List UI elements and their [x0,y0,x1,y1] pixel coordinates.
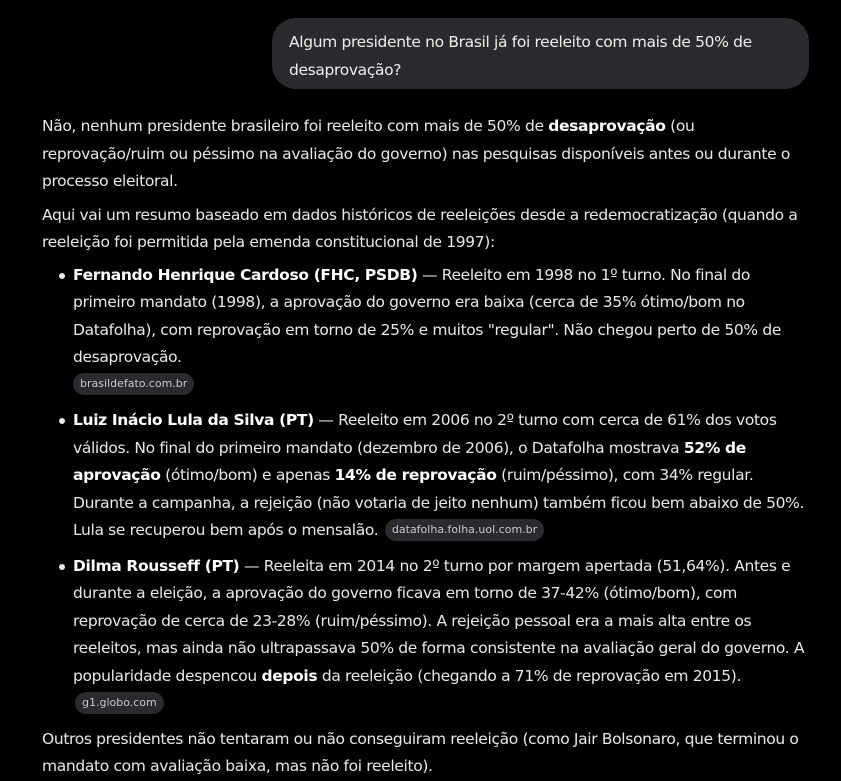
list-item-fhc [42,262,812,400]
answer-summary: Aqui vai um resumo baseado em dados históricos de reeleições desde a redemocratização (quando a reeleição foi permitida pela emenda constitucional de 1997): [42,205,798,251]
user-message-bubble [272,18,809,89]
item-name: Fernando Henrique Cardoso (FHC, PSDB) [73,265,418,284]
item-text: (ruim/péssimo), com 34% regular. Durante a campanha, a rejeição (não votaria de jeito nenhum) também ficou bem abaixo de 50%. Lula se recuperou bem após o mensalão. [73,466,805,539]
item-text: da reeleição (chegando a 71% de reprovação em 2015). [317,666,742,685]
assistant-answer [42,113,812,781]
item-bold: 14% de reprovação [334,466,497,484]
item-bold: depois [261,666,318,685]
item-text: (ótimo/bom) e apenas [160,466,335,484]
item-name: Dilma Rousseff (PT) [73,556,240,575]
item-text: — Reeleita em 2014 no 2º turno por margem apertada (51,64%). Antes e durante a eleição, a aprovação do governo ficava em torno de 37-42% (ótimo/bom), com reprovação de cerca de 23-28% (ruim/péssimo). A rejeição pessoal era a mais alta entre os reeleitos, mas ainda não ultrapassava 50% de forma consistente na avaliação geral do governo. A popularidade despencou [73,556,805,685]
intro-text-end: (ou reprovação/ruim ou péssimo na avaliação do governo) nas pesquisas disponíveis antes ou durante o processo eleitoral. [42,117,791,190]
source-chip[interactable]: brasildefato.com.br [73,373,194,395]
list-item-dilma [42,553,812,718]
user-message-text: Algum presidente no Brasil já foi reeleito com mais de 50% de desaprovação? [289,33,752,79]
item-text: — Reeleito em 2006 no 2º turno com cerca de 61% dos votos válidos. No final do primeiro mandato (dezembro de 2006), o Datafolha mostrava [73,411,777,457]
item-name: Luiz Inácio Lula da Silva (PT) [73,411,314,429]
answer-footer: Outros presidentes não tentaram ou não conseguiram reeleição (como Jair Bolsonaro, que terminou o mandato com avaliação baixa, mas não foi reeleito). [42,729,799,775]
source-chip[interactable]: datafolha.folha.uol.com.br [385,519,544,541]
source-chip[interactable]: g1.globo.com [75,692,164,714]
item-bold: 52% de aprovação [73,438,746,484]
president-list [42,262,812,718]
item-text: — Reeleito em 1998 no 1º turno. No final do primeiro mandato (1998), a aprovação do governo era baixa (cerca de 35% ótimo/bom no Datafolha), com reprovação em torno de 25% e muitos "regular". Não chegou perto de 50% de desaprovação. [73,265,782,366]
intro-bold: desaprovação [548,117,666,135]
answer-intro [42,113,812,196]
list-item-lula [42,407,812,545]
intro-text: Não, nenhum presidente brasileiro foi reeleito com mais de 50% de [42,117,549,135]
